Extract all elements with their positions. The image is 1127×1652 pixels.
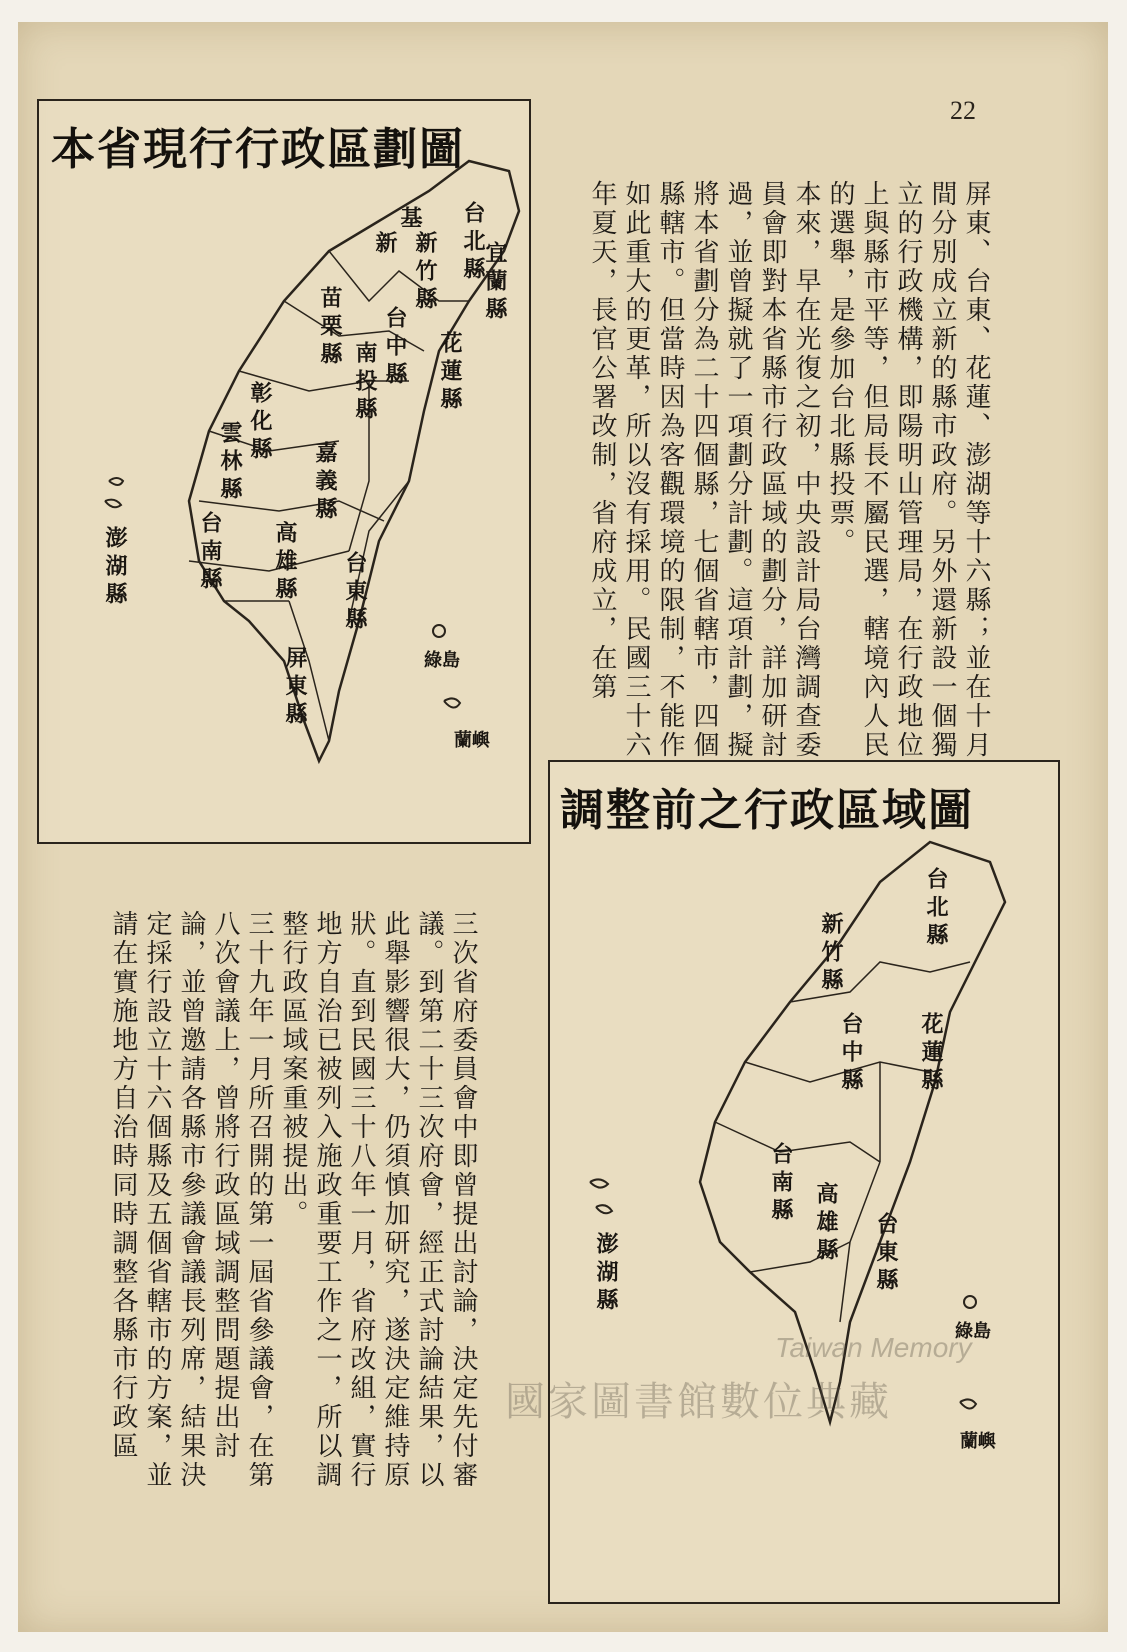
label-taitung: 台東縣 xyxy=(873,1212,898,1296)
current-map-title: 本省現行行政區劃圖 xyxy=(51,124,465,175)
pre-adjustment-map-title: 調整前之行政區域圖 xyxy=(560,785,974,836)
label-keelung: 基 xyxy=(397,206,422,234)
label-changhua: 彰化縣 xyxy=(247,381,272,465)
label-tainan: 台南縣 xyxy=(197,511,222,595)
label-ludao: 綠島 xyxy=(424,650,460,671)
label-hualien: 花蓮縣 xyxy=(918,1012,943,1096)
current-division-map xyxy=(37,99,531,844)
label-hsinchu: 新竹縣 xyxy=(818,912,843,996)
lanyu-island xyxy=(444,698,460,707)
label-kaohsiung: 高雄縣 xyxy=(813,1182,838,1266)
label-penghu: 澎湖縣 xyxy=(593,1232,618,1316)
ludao-island xyxy=(433,625,445,637)
article-text-lower xyxy=(90,910,480,1500)
label-taipei: 台北縣 xyxy=(460,201,485,285)
label-miaoli: 苗栗縣 xyxy=(317,286,342,370)
pre-adjustment-map xyxy=(548,760,1060,1604)
watermark-chinese: 國家圖書館數位典藏 xyxy=(505,1379,892,1425)
ludao-island xyxy=(964,1296,976,1308)
article-text-upper xyxy=(587,180,993,760)
pre-adjustment-map-outline xyxy=(550,762,1058,1602)
penghu-islands xyxy=(105,478,123,507)
watermark-english: Taiwan Memory xyxy=(775,1332,972,1363)
article-paragraph: 本來，早在光復之初，中央設計局台灣調查委員會即對本省縣市行政區域的劃分，詳加研討過，並曾擬就了一項劃分計劃。這項計劃，擬將本省劃分為二十四個縣，七個省轄市，四個縣轄市。但當時因為客觀環境的限制，不能作如此重大的更革，所以沒有採用。民國三十六年夏天，長官公署改制，省府成立，在第 xyxy=(587,180,821,760)
article-paragraph: 三十九年一月所召開的第一屆省參議會，在第八次會議上，曾將行政區域調整問題提出討論，並曾邀請各縣市參議會議長列席，結果決定採行設立十六個縣及五個省轄市的方案，並請在實施地方自治時同時調整各縣市行政區 xyxy=(108,910,274,1490)
label-taitung: 台東縣 xyxy=(342,551,367,635)
lanyu-island xyxy=(960,1399,976,1408)
label-nantou: 南投縣 xyxy=(352,341,377,425)
label-kaohsiung: 高雄縣 xyxy=(272,521,297,605)
label-tainan: 台南縣 xyxy=(768,1142,793,1226)
penghu-islands xyxy=(590,1179,612,1213)
label-taichung: 台中縣 xyxy=(838,1012,863,1096)
label-chiayi: 嘉義縣 xyxy=(312,441,337,525)
label-yunlin: 雲林縣 xyxy=(217,421,242,505)
article-paragraph: 三次省府委員會中即曾提出討論，決定先付審議。到第二十三次府會，經正式討論結果，以此舉影響很大，仍須慎加研究，遂決定維持原狀。直到民國三十八年一月，省府改組，實行地方自治已被列入施政重要工作之一，所以調整行政區域案重被提出。 xyxy=(278,910,478,1490)
label-hsinchu-county: 新竹縣 xyxy=(412,231,437,315)
article-paragraph: 屏東、台東、花蓮、澎湖等十六縣；並在十月間分別成立新的縣市政府。另外還新設一個獨立的行政機構，即陽明山管理局，在行政地位上與縣市平等，但局長不屬民選，轄境內人民的選舉，是參加台北縣投票。 xyxy=(825,180,991,760)
label-lanyu: 蘭嶼 xyxy=(960,1431,996,1452)
label-yilan: 宜蘭縣 xyxy=(482,241,507,325)
page-number: 22 xyxy=(950,96,976,125)
label-lanyu: 蘭嶼 xyxy=(454,730,490,751)
label-taichung: 台中縣 xyxy=(382,306,407,390)
label-penghu: 澎湖縣 xyxy=(102,526,127,610)
label-ludao: 綠島 xyxy=(955,1321,991,1342)
label-hualien: 花蓮縣 xyxy=(437,331,462,415)
label-taipei: 台北縣 xyxy=(923,867,948,951)
label-pingtung: 屏東縣 xyxy=(282,646,307,730)
label-xinzhu-city: 新 xyxy=(372,231,397,259)
